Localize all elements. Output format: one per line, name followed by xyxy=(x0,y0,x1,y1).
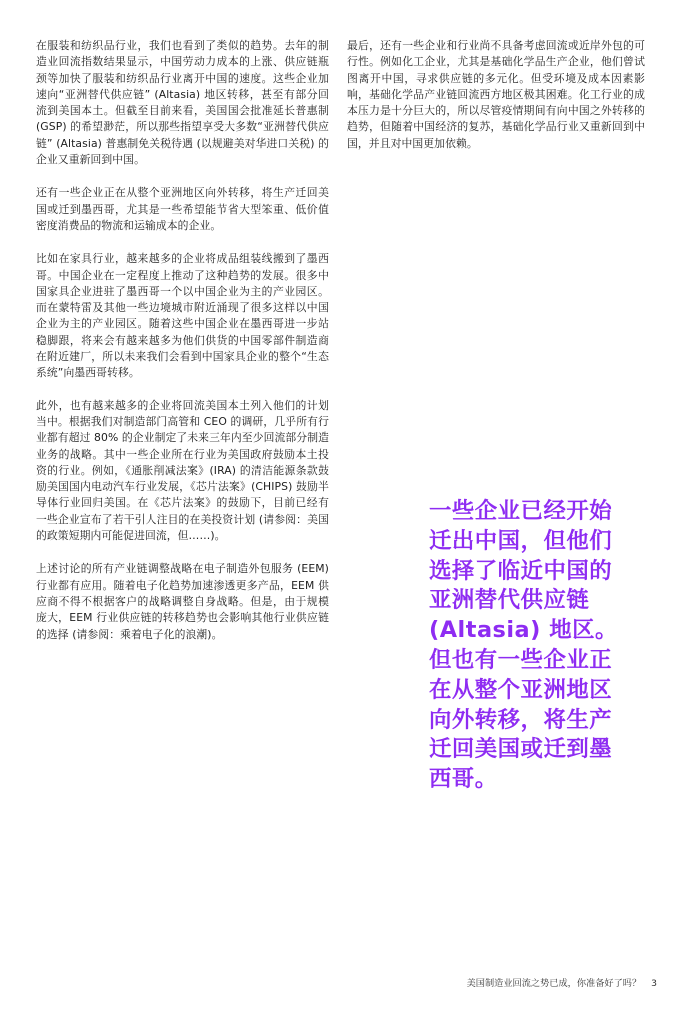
paragraph-eem-industry: 上述讨论的所有产业链调整战略在电子制造外包服务 (EEM) 行业都有应用。随着电子化趋势加速渗透更多产品，EEM 供应商不得不根据客户的战略调整自身战略。但是，由于规模庞大，EEM 行业供应链的转移趋势也会影响其他行业供应链的选择 (请参阅：乘着电子化的浪潮)。 xyxy=(36,562,329,641)
paragraph-leaving-asia: 还有一些企业正在从整个亚洲地区向外转移，将生产迁回美国或迁到墨西哥，尤其是一些希望能节省大型笨重、低价值密度消费品的物流和运输成本的企业。 xyxy=(36,186,329,232)
paragraph-chemicals: 最后，还有一些企业和行业尚不具备考虑回流或近岸外包的可行性。例如化工企业，尤其是基础化学品生产企业，他们曾试图离开中国，寻求供应链的多元化。但受环境及成本因素影响，基础化学品产业链回流西方地区极其困难。化工行业的成本压力是十分巨大的，所以尽管疫情期间有向中国之外转移的趋势，但随着中国经济的复苏，基础化学品行业又重新回到中国，并且对中国更加依赖。 xyxy=(347,39,645,150)
right-column xyxy=(347,38,645,169)
paragraph-reshoring-plans: 此外，也有越来越多的企业将回流美国本土列入他们的计划当中。根据我们对制造部门高管和 CEO 的调研，几乎所有行业都有超过 80% 的企业制定了未来三年内至少回流部分制造业务的战略。其中一些企业所在行业为美国政府鼓励本土投资的行业。例如，《通胀削减法案》(IRA) 的清洁能源条款鼓励美国国内电动汽车行业发展，《芯片法案》(CHIPS) 鼓励半导体行业回归美国。在《芯片法案》的鼓励下，目前已经有一些企业宣布了若干引人注目的在美投资计划 (请参阅：美国的政策短期内可能促进回流，但……)。 xyxy=(36,398,329,543)
left-column xyxy=(36,38,329,660)
page-footer xyxy=(467,978,657,990)
pull-quote: 一些企业已经开始迁出中国，但他们选择了临近中国的亚洲替代供应链 (Altasia) 地区。但也有一些企业正在从整个亚洲地区向外转移，将生产迁回美国或迁到墨西哥。 xyxy=(429,498,618,793)
page-number: 3 xyxy=(651,978,657,989)
footer-title: 美国制造业回流之势已成，你准备好了吗？ xyxy=(466,978,642,989)
paragraph-apparel-textiles: 在服装和纺织品行业，我们也看到了类似的趋势。去年的制造业回流指数结果显示，中国劳动力成本的上涨、供应链瓶颈等加快了服装和纺织品行业离开中国的速度。这些企业加速向“亚洲替代供应链” (Altasia) 地区转移，甚至有部分回流到美国本土。但截至目前来看，美国国会批准延长普惠制 (GSP) 的希望渺茫，所以那些指望享受大多数“亚洲替代供应链” (Altasia) 普惠制免关税待遇 (以规避美对华进口关税) 的企业又重新回到中国。 xyxy=(36,39,329,167)
paragraph-furniture-mexico: 比如在家具行业，越来越多的企业将成品组装线搬到了墨西哥。中国企业在一定程度上推动了这种趋势的发展。很多中国家具企业进驻了墨西哥一个以中国企业为主的产业园区。而在蒙特雷及其他一些边境城市附近涌现了很多这样以中国企业为主的产业园区。随着这些中国企业在墨西哥进一步站稳脚跟，将来会有越来越多为他们供货的中国零部件制造商在附近建厂，所以未来我们会看到中国家具企业的整个“生态系统”向墨西哥转移。 xyxy=(36,252,329,380)
